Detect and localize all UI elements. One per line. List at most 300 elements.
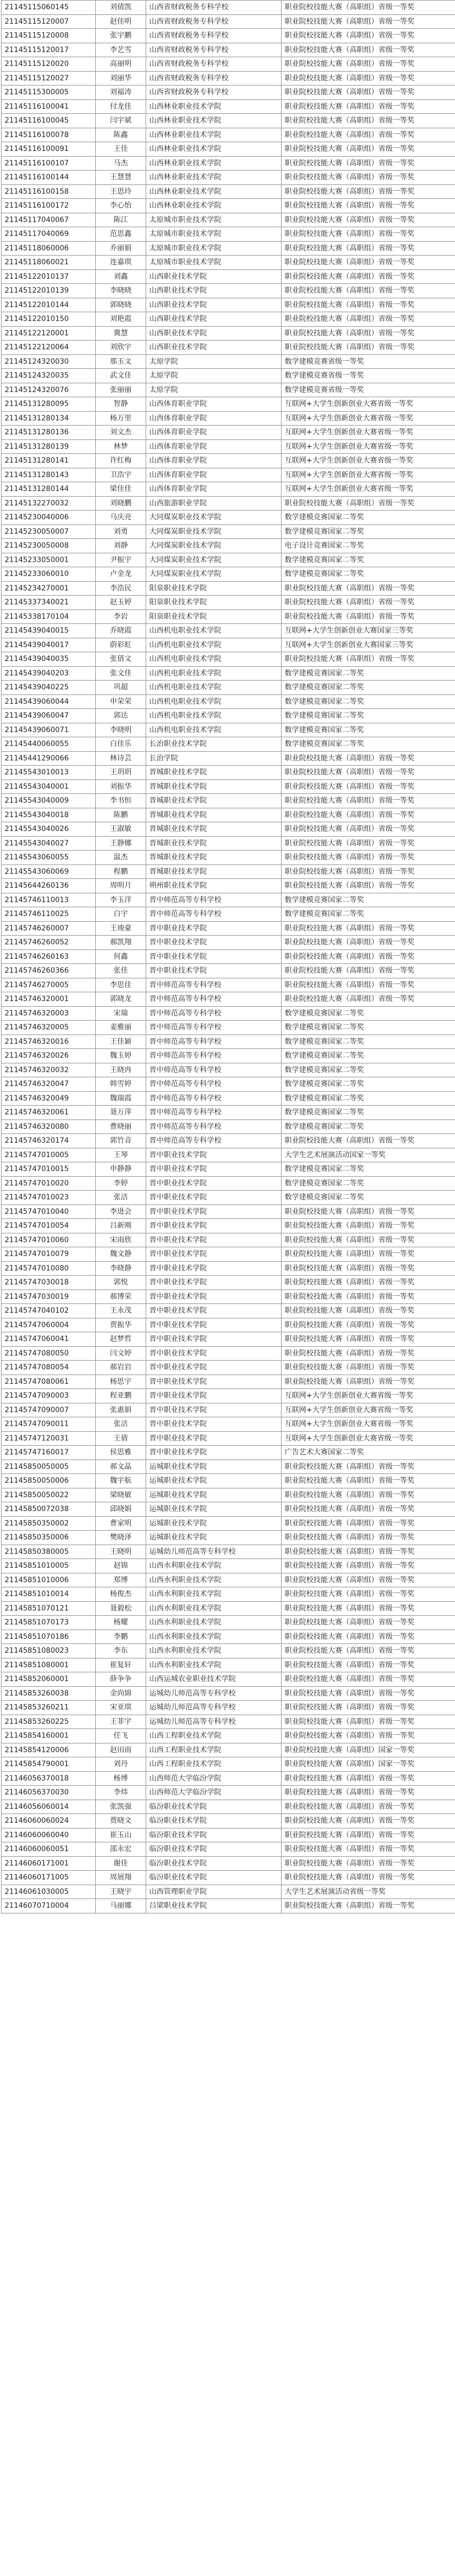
table-row <box>2 1757 455 1772</box>
award-cell: 职业院校技能大赛（高职组）省级一等奖 <box>282 298 455 312</box>
table-row <box>2 1502 455 1517</box>
table-row <box>2 723 455 737</box>
table-row <box>2 1516 455 1531</box>
school-cell: 晋中师范高等专科学校 <box>146 1035 282 1049</box>
exam-id-cell: 21145747120031 <box>2 1431 96 1446</box>
school-cell: 运城职业技术学院 <box>146 1474 282 1488</box>
exam-id-cell: 21145746270005 <box>2 978 96 992</box>
student-name-cell: 曹晓丽 <box>96 1120 146 1134</box>
award-cell: 数学建模竞赛国家二等奖 <box>282 1049 455 1063</box>
exam-id-cell: 21145230050008 <box>2 539 96 553</box>
exam-id-cell: 21145851080001 <box>2 1658 96 1672</box>
award-cell: 职业院校技能大赛（高职组）省级一等奖 <box>282 1701 455 1715</box>
student-name-cell: 范思鑫 <box>96 227 146 242</box>
student-name-cell: 贾振华 <box>96 1318 146 1332</box>
school-cell: 晋中师范高等专科学校 <box>146 1063 282 1077</box>
award-cell: 职业院校技能大赛（高职组）省级一等奖 <box>282 1786 455 1800</box>
table-row <box>2 1715 455 1729</box>
student-name-cell: 张文佳 <box>96 666 146 681</box>
exam-id-cell: 21145115120020 <box>2 57 96 72</box>
award-cell: 职业院校技能大赛（高职组）省级一等奖 <box>282 1842 455 1857</box>
student-name-cell: 王竣豪 <box>96 921 146 936</box>
student-name-cell: 申荣荣 <box>96 694 146 709</box>
school-cell: 晋城职业技术学院 <box>146 808 282 822</box>
award-cell: 数学建模竞赛省级一等奖 <box>282 383 455 397</box>
exam-id-cell: 21145746320174 <box>2 1134 96 1148</box>
table-row <box>2 1743 455 1757</box>
school-cell: 临汾职业技术学院 <box>146 1814 282 1828</box>
award-cell: 数学建模竞赛国家二等奖 <box>282 1106 455 1120</box>
award-cell: 职业院校技能大赛（高职组）省级一等奖 <box>282 822 455 837</box>
school-cell: 山西管理职业学院 <box>146 1885 282 1899</box>
school-cell: 运城职业技术学院 <box>146 1488 282 1502</box>
student-name-cell: 刘倩凯 <box>96 1 146 15</box>
award-cell: 数学建模竞赛国家二等奖 <box>282 1162 455 1177</box>
school-cell: 山西水利职业技术学院 <box>146 1587 282 1602</box>
exam-id-cell: 21145747080050 <box>2 1346 96 1361</box>
school-cell: 大同煤炭职业技术学院 <box>146 553 282 567</box>
school-cell: 运城职业技术学院 <box>146 1460 282 1474</box>
table-row <box>2 1701 455 1715</box>
school-cell: 晋中职业技术学院 <box>146 1233 282 1247</box>
school-cell: 山西省财政税务专科学校 <box>146 57 282 72</box>
award-cell: 职业院校技能大赛（高职组）省级一等奖 <box>282 1261 455 1276</box>
exam-id-cell: 21145747080054 <box>2 1361 96 1375</box>
school-cell: 晋中职业技术学院 <box>146 1148 282 1162</box>
school-cell: 晋中师范高等专科学校 <box>146 1077 282 1092</box>
table-row <box>2 1828 455 1842</box>
exam-id-cell: 21145439060047 <box>2 709 96 723</box>
school-cell: 山西体育职业学院 <box>146 426 282 440</box>
school-cell: 山西水利职业技术学院 <box>146 1658 282 1672</box>
table-row <box>2 326 455 341</box>
exam-id-cell: 21145747010005 <box>2 1148 96 1162</box>
exam-id-cell: 21145747010023 <box>2 1191 96 1205</box>
award-cell: 职业院校技能大赛（高职组）省级一等奖 <box>282 936 455 950</box>
award-cell: 职业院校技能大赛（高职组）省级一等奖 <box>282 1800 455 1814</box>
table-row <box>2 1871 455 1885</box>
student-name-cell: 郝岩岩 <box>96 1361 146 1375</box>
exam-id-cell: 21145116100078 <box>2 128 96 142</box>
student-name-cell: 申静静 <box>96 1162 146 1177</box>
school-cell: 山西林业职业技术学院 <box>146 142 282 157</box>
table-row <box>2 1219 455 1233</box>
award-cell: 职业院校技能大赛（高职组）省级一等奖 <box>282 1233 455 1247</box>
table-row <box>2 1559 455 1573</box>
award-cell: 数学建模竞赛国家二等奖 <box>282 737 455 752</box>
exam-id-cell: 21145854160001 <box>2 1729 96 1743</box>
award-cell: 互联网+大学生创新创业大赛省级一等奖 <box>282 1431 455 1446</box>
award-cell: 职业院校技能大赛（高职组）省级一等奖 <box>282 184 455 199</box>
student-name-cell: 周明月 <box>96 879 146 893</box>
award-cell: 职业院校技能大赛（高职组）省级一等奖 <box>282 269 455 284</box>
award-cell: 数学建模竞赛国家二等奖 <box>282 1120 455 1134</box>
school-cell: 山西机电职业技术学院 <box>146 652 282 667</box>
table-row <box>2 1587 455 1602</box>
exam-id-cell: 21146056060014 <box>2 1800 96 1814</box>
school-cell: 山西职业技术学院 <box>146 284 282 298</box>
school-cell: 太原学院 <box>146 369 282 383</box>
exam-id-cell: 21146060060040 <box>2 1828 96 1842</box>
student-name-cell: 王晓冉 <box>96 1063 146 1077</box>
table-row <box>2 553 455 567</box>
award-cell: 职业院校技能大赛（高职组）省级一等奖 <box>282 1516 455 1531</box>
student-name-cell: 魏瑞霞 <box>96 1091 146 1106</box>
school-cell: 山西水利职业技术学院 <box>146 1616 282 1630</box>
school-cell: 晋中职业技术学院 <box>146 1276 282 1290</box>
table-row <box>2 737 455 752</box>
student-name-cell: 姜雅丽 <box>96 1021 146 1035</box>
table-row <box>2 1842 455 1857</box>
student-name-cell: 王菲宇 <box>96 1715 146 1729</box>
exam-id-cell: 21145747160017 <box>2 1446 96 1460</box>
award-cell: 电子设计竞赛国家二等奖 <box>282 539 455 553</box>
exam-id-cell: 21145543040026 <box>2 822 96 837</box>
school-cell: 晋中师范高等专科学校 <box>146 1049 282 1063</box>
exam-id-cell: 21145338170104 <box>2 609 96 624</box>
award-cell: 职业院校技能大赛（高职组）省级一等奖 <box>282 1573 455 1587</box>
school-cell: 太原城市职业技术学院 <box>146 227 282 242</box>
award-cell: 数学建模竞赛国家二等奖 <box>282 1035 455 1049</box>
award-cell: 互联网+大学生创新创业大赛省级一等奖 <box>282 468 455 482</box>
student-name-cell: 温杰 <box>96 851 146 865</box>
student-name-cell: 赵佳明 <box>96 14 146 29</box>
award-cell: 互联网+大学生创新创业大赛省级一等奖 <box>282 1417 455 1432</box>
table-row <box>2 184 455 199</box>
student-name-cell: 刘欣宇 <box>96 341 146 355</box>
exam-id-cell: 21145851070186 <box>2 1630 96 1644</box>
table-row <box>2 142 455 157</box>
school-cell: 晋中职业技术学院 <box>146 1247 282 1262</box>
award-cell: 数学建模竞赛国家二等奖 <box>282 709 455 723</box>
student-name-cell: 邱晓娟 <box>96 1502 146 1517</box>
student-name-cell: 白宇 <box>96 907 146 922</box>
student-name-cell: 陈鹏 <box>96 808 146 822</box>
award-cell: 互联网+大学生创新创业大赛省级一等奖 <box>282 439 455 454</box>
student-name-cell: 郭晓晓 <box>96 298 146 312</box>
school-cell: 山西机电职业技术学院 <box>146 681 282 695</box>
award-cell: 职业院校技能大赛（高职组）国家一等奖 <box>282 1757 455 1772</box>
student-name-cell: 付龙佳 <box>96 99 146 114</box>
award-cell: 互联网+大学生创新创业大赛省级一等奖 <box>282 1389 455 1403</box>
school-cell: 运城职业技术学院 <box>146 1516 282 1531</box>
award-cell: 职业院校技能大赛（高职组）省级一等奖 <box>282 1658 455 1672</box>
award-cell: 职业院校技能大赛（高职组）省级一等奖 <box>282 99 455 114</box>
award-cell: 职业院校技能大赛（高职组）省级一等奖 <box>282 794 455 808</box>
table-body <box>2 1 455 1913</box>
student-name-cell: 崔玉山 <box>96 1828 146 1842</box>
table-row <box>2 468 455 482</box>
table-row <box>2 411 455 426</box>
table-row <box>2 1304 455 1318</box>
exam-id-cell: 21145439040035 <box>2 652 96 667</box>
school-cell: 运城幼儿师范高等专科学校 <box>146 1686 282 1701</box>
table-row <box>2 1006 455 1021</box>
school-cell: 山西师范大学临汾学院 <box>146 1786 282 1800</box>
award-cell: 职业院校技能大赛（高职组）省级一等奖 <box>282 1686 455 1701</box>
award-cell: 职业院校技能大赛（高职组）省级一等奖 <box>282 992 455 1007</box>
student-name-cell: 郭晓龙 <box>96 992 146 1007</box>
table-row <box>2 1021 455 1035</box>
table-row <box>2 992 455 1007</box>
table-row <box>2 496 455 511</box>
school-cell: 山西工程职业技术学院 <box>146 1757 282 1772</box>
exam-id-cell: 21145115060145 <box>2 1 96 15</box>
award-cell: 职业院校技能大赛（高职组）省级一等奖 <box>282 1460 455 1474</box>
award-cell: 职业院校技能大赛（高职组）省级一等奖 <box>282 1247 455 1262</box>
exam-id-cell: 21145850072038 <box>2 1502 96 1517</box>
school-cell: 太原学院 <box>146 383 282 397</box>
school-cell: 山西林业职业技术学院 <box>146 184 282 199</box>
award-cell: 职业院校技能大赛（高职组）省级一等奖 <box>282 581 455 596</box>
school-cell: 山西机电职业技术学院 <box>146 694 282 709</box>
award-cell: 职业院校技能大赛（高职组）省级一等奖 <box>282 1346 455 1361</box>
student-name-cell: 程鹏 <box>96 865 146 879</box>
exam-id-cell: 21146060060051 <box>2 1842 96 1857</box>
table-row <box>2 269 455 284</box>
exam-id-cell: 21145747010079 <box>2 1247 96 1262</box>
student-name-cell: 张宇鹏 <box>96 29 146 43</box>
school-cell: 晋中职业技术学院 <box>146 1162 282 1177</box>
exam-id-cell: 21145543060055 <box>2 851 96 865</box>
student-name-cell: 梁晓敏 <box>96 1488 146 1502</box>
student-name-cell: 陈鑫 <box>96 128 146 142</box>
student-name-cell: 刘静 <box>96 539 146 553</box>
exam-id-cell: 21145850050005 <box>2 1460 96 1474</box>
student-name-cell: 崔复轩 <box>96 1658 146 1672</box>
exam-id-cell: 21145747090011 <box>2 1417 96 1432</box>
exam-id-cell: 21145850050022 <box>2 1488 96 1502</box>
table-row <box>2 1035 455 1049</box>
table-row <box>2 751 455 766</box>
table-row <box>2 666 455 681</box>
student-name-cell: 连嘉琪 <box>96 256 146 270</box>
exam-id-cell: 21145851070173 <box>2 1616 96 1630</box>
student-name-cell: 乔晓霞 <box>96 624 146 638</box>
exam-id-cell: 21146070710004 <box>2 1899 96 1913</box>
award-cell: 职业院校技能大赛（高职组）省级一等奖 <box>282 1715 455 1729</box>
school-cell: 山西林业职业技术学院 <box>146 99 282 114</box>
exam-id-cell: 21145115120017 <box>2 43 96 57</box>
student-name-cell: 赵玉婷 <box>96 596 146 610</box>
award-cell: 职业院校技能大赛（高职组）省级一等奖 <box>282 652 455 667</box>
exam-id-cell: 21145851010005 <box>2 1559 96 1573</box>
school-cell: 山西林业职业技术学院 <box>146 156 282 171</box>
table-row <box>2 1644 455 1658</box>
school-cell: 山西工程职业技术学院 <box>146 1743 282 1757</box>
school-cell: 山西省财政税务专科学校 <box>146 43 282 57</box>
school-cell: 晋中职业技术学院 <box>146 1332 282 1347</box>
exam-id-cell: 21145122120064 <box>2 341 96 355</box>
school-cell: 长治职业技术学院 <box>146 737 282 752</box>
student-name-cell: 何鑫 <box>96 950 146 964</box>
award-cell: 数学建模竞赛国家二等奖 <box>282 694 455 709</box>
exam-id-cell: 21145230050007 <box>2 524 96 539</box>
student-name-cell: 李炜 <box>96 1786 146 1800</box>
table-row <box>2 156 455 171</box>
exam-id-cell: 21146060171001 <box>2 1856 96 1871</box>
school-cell: 山西机电职业技术学院 <box>146 638 282 652</box>
award-cell: 职业院校技能大赛（高职组）省级一等奖 <box>282 1205 455 1219</box>
table-row <box>2 950 455 964</box>
award-cell: 职业院校技能大赛（高职组）省级一等奖 <box>282 808 455 822</box>
school-cell: 晋中师范高等专科学校 <box>146 992 282 1007</box>
student-name-cell: 张惠娟 <box>96 1403 146 1417</box>
table-row <box>2 482 455 497</box>
exam-id-cell: 21145746110025 <box>2 907 96 922</box>
student-name-cell: 吕新刚 <box>96 1219 146 1233</box>
school-cell: 太原城市职业技术学院 <box>146 256 282 270</box>
school-cell: 晋中师范高等专科学校 <box>146 893 282 907</box>
award-cell: 职业院校技能大赛（高职组）省级一等奖 <box>282 596 455 610</box>
award-cell: 职业院校技能大赛（高职组）省级一等奖 <box>282 142 455 157</box>
award-cell: 职业院校技能大赛（高职组）省级一等奖 <box>282 1545 455 1559</box>
student-name-cell: 李婷 <box>96 1176 146 1191</box>
table-row <box>2 1786 455 1800</box>
exam-id-cell: 21145118060021 <box>2 256 96 270</box>
school-cell: 晋城职业技术学院 <box>146 865 282 879</box>
table-row <box>2 1672 455 1687</box>
school-cell: 大同煤炭职业技术学院 <box>146 524 282 539</box>
student-name-cell: 马杰 <box>96 156 146 171</box>
table-row <box>2 1885 455 1899</box>
student-name-cell: 李晓静 <box>96 1261 146 1276</box>
school-cell: 晋中师范高等专科学校 <box>146 1106 282 1120</box>
award-cell: 职业院校技能大赛（高职组）省级一等奖 <box>282 1219 455 1233</box>
exam-id-cell: 21145543040001 <box>2 779 96 794</box>
student-name-cell: 刘晓鹏 <box>96 496 146 511</box>
student-name-cell: 贾晓文 <box>96 1814 146 1828</box>
award-cell: 职业院校技能大赛（高职组）省级一等奖 <box>282 1375 455 1389</box>
award-cell: 数学建模竞赛国家二等奖 <box>282 666 455 681</box>
award-cell: 职业院校技能大赛（高职组）省级一等奖 <box>282 1488 455 1502</box>
award-cell: 职业院校技能大赛（高职组）省级一等奖 <box>282 950 455 964</box>
school-cell: 晋中师范高等专科学校 <box>146 1120 282 1134</box>
exam-id-cell: 21145543010013 <box>2 766 96 780</box>
award-cell: 数学建模竞赛国家二等奖 <box>282 1176 455 1191</box>
school-cell: 山西省财政税务专科学校 <box>146 1 282 15</box>
student-name-cell: 刘鑫 <box>96 269 146 284</box>
school-cell: 朔州职业技术学院 <box>146 879 282 893</box>
award-cell: 数学建模竞赛国家二等奖 <box>282 1191 455 1205</box>
exam-id-cell: 21145850350002 <box>2 1516 96 1531</box>
school-cell: 山西机电职业技术学院 <box>146 709 282 723</box>
school-cell: 晋城职业技术学院 <box>146 766 282 780</box>
school-cell: 山西体育职业学院 <box>146 482 282 497</box>
exam-id-cell: 21145851070121 <box>2 1601 96 1616</box>
table-row <box>2 879 455 893</box>
school-cell: 运城幼儿师范高等专科学校 <box>146 1701 282 1715</box>
school-cell: 长治学院 <box>146 751 282 766</box>
school-cell: 山西机电职业技术学院 <box>146 666 282 681</box>
award-cell: 互联网+大学生创新创业大赛省级一等奖 <box>282 454 455 468</box>
student-name-cell: 王佳颖 <box>96 1035 146 1049</box>
award-cell: 职业院校技能大赛（高职组）省级一等奖 <box>282 171 455 185</box>
school-cell: 阳泉职业技术学院 <box>146 596 282 610</box>
school-cell: 临汾职业技术学院 <box>146 1871 282 1885</box>
exam-id-cell: 21145132270032 <box>2 496 96 511</box>
exam-id-cell: 21145746320001 <box>2 992 96 1007</box>
award-cell: 互联网+大学生创新创业大赛省级一等奖 <box>282 426 455 440</box>
table-row <box>2 694 455 709</box>
award-cell: 职业院校技能大赛（高职组）国家一等奖 <box>282 1743 455 1757</box>
student-name-cell: 李思佳 <box>96 978 146 992</box>
school-cell: 晋中职业技术学院 <box>146 1389 282 1403</box>
school-cell: 运城职业技术学院 <box>146 1502 282 1517</box>
award-cell: 职业院校技能大赛（高职组）省级一等奖 <box>282 1729 455 1743</box>
school-cell: 晋中职业技术学院 <box>146 1261 282 1276</box>
award-cell: 职业院校技能大赛（高职组）省级一等奖 <box>282 1531 455 1545</box>
student-name-cell: 李书恒 <box>96 794 146 808</box>
exam-id-cell: 21145747030018 <box>2 1276 96 1290</box>
award-cell: 数学建模竞赛国家二等奖 <box>282 681 455 695</box>
student-name-cell: 郝凯翔 <box>96 936 146 950</box>
award-cell: 数学建模竞赛省级一等奖 <box>282 354 455 369</box>
exam-id-cell: 21145115120008 <box>2 29 96 43</box>
exam-id-cell: 21145747010080 <box>2 1261 96 1276</box>
exam-id-cell: 21145117040067 <box>2 213 96 227</box>
award-cell: 职业院校技能大赛（高职组）省级一等奖 <box>282 1332 455 1347</box>
exam-id-cell: 21145233050001 <box>2 553 96 567</box>
student-name-cell: 赵田雨 <box>96 1743 146 1757</box>
student-name-cell: 薛争争 <box>96 1672 146 1687</box>
school-cell: 晋中师范高等专科学校 <box>146 1091 282 1106</box>
school-cell: 吕梁职业技术学院 <box>146 1899 282 1913</box>
award-cell: 职业院校技能大赛（高职组）省级一等奖 <box>282 1856 455 1871</box>
exam-id-cell: 21145854790001 <box>2 1757 96 1772</box>
student-name-cell: 陈江 <box>96 213 146 227</box>
student-name-cell: 郭竹音 <box>96 1134 146 1148</box>
student-name-cell: 张洁 <box>96 1417 146 1432</box>
table-row <box>2 964 455 978</box>
school-cell: 临汾职业技术学院 <box>146 1800 282 1814</box>
table-row <box>2 341 455 355</box>
table-row <box>2 652 455 667</box>
student-name-cell: 宋亚琪 <box>96 1701 146 1715</box>
table-row <box>2 256 455 270</box>
table-row <box>2 936 455 950</box>
exam-id-cell: 21145746320061 <box>2 1106 96 1120</box>
table-row <box>2 978 455 992</box>
school-cell: 运城幼儿师范高等专科学校 <box>146 1545 282 1559</box>
student-name-cell: 李玉洋 <box>96 893 146 907</box>
award-cell: 职业院校技能大赛（高职组）省级一等奖 <box>282 14 455 29</box>
student-name-cell: 魏玉婷 <box>96 1049 146 1063</box>
school-cell: 阳泉职业技术学院 <box>146 609 282 624</box>
award-cell: 职业院校技能大赛（高职组）省级一等奖 <box>282 1290 455 1304</box>
school-cell: 临汾职业技术学院 <box>146 1856 282 1871</box>
school-cell: 运城幼儿师范高等专科学校 <box>146 1715 282 1729</box>
award-cell: 职业院校技能大赛（高职组）省级一等奖 <box>282 114 455 128</box>
exam-id-cell: 21145543060069 <box>2 865 96 879</box>
award-cell: 职业院校技能大赛（高职组）省级一等奖 <box>282 1276 455 1290</box>
school-cell: 晋中职业技术学院 <box>146 1446 282 1460</box>
school-cell: 晋中师范高等专科学校 <box>146 1134 282 1148</box>
school-cell: 山西水利职业技术学院 <box>146 1601 282 1616</box>
table-row <box>2 397 455 412</box>
student-name-cell: 郝文晶 <box>96 1460 146 1474</box>
table-row <box>2 1630 455 1644</box>
exam-id-cell: 21145747010040 <box>2 1205 96 1219</box>
student-name-cell: 金尚锦 <box>96 1686 146 1701</box>
student-name-cell: 冀慧 <box>96 326 146 341</box>
award-cell: 互联网+大学生创新创业大赛省级一等奖 <box>282 1403 455 1417</box>
exam-id-cell: 21145122120001 <box>2 326 96 341</box>
student-name-cell: 魏文静 <box>96 1247 146 1262</box>
student-name-cell: 蔚彩虹 <box>96 638 146 652</box>
table-row <box>2 241 455 256</box>
school-cell: 山西体育职业学院 <box>146 468 282 482</box>
